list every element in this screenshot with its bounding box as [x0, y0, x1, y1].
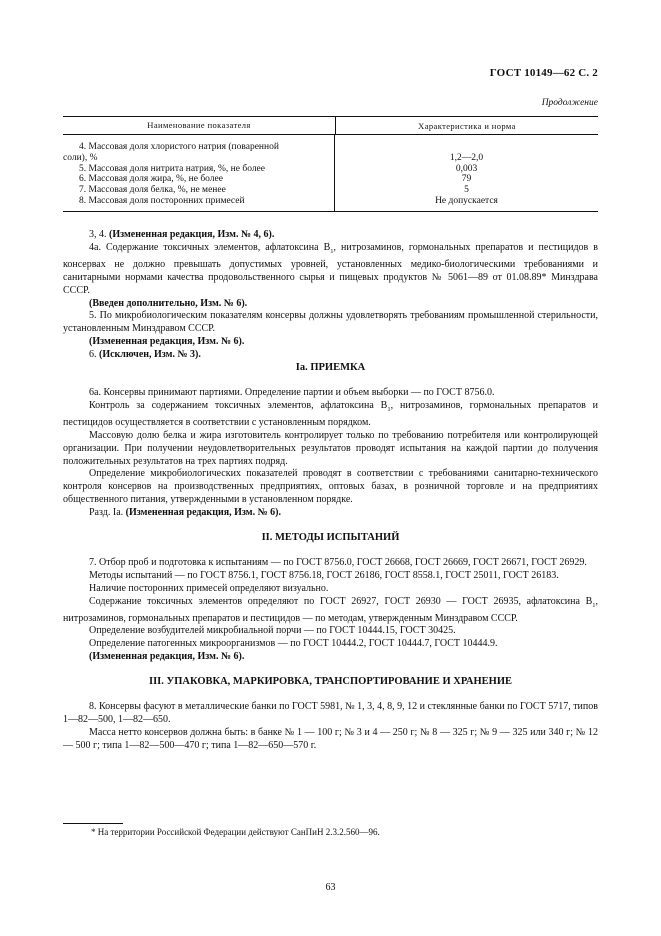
table-row-name-cont: соли), % [63, 152, 98, 163]
table-row-name: 6. Массовая доля жира, %, не более [79, 174, 223, 185]
indicator-column [63, 135, 335, 211]
section-title-acceptance: Iа. ПРИЕМКА [295, 362, 366, 374]
table-row-value: Не допускается [435, 195, 498, 206]
paragraph: Определение микробиологических показателей проводят в соответствии с требованиями санитарно-технического контроля консервов на производственных предприятиях, оптовых базах, в розничной торговле и на предприятиях общественного питания, утвержденными в установленном порядке. [63, 468, 598, 506]
table-row-value: 5 [464, 185, 469, 196]
paragraph: 5. По микробиологическим показателям консервы должны удовлетворять требованиям промышленной стерильности, установленным Минздравом СССР. [63, 310, 598, 335]
amendment-note: (Измененная редакция, Изм. № 6). [89, 651, 245, 663]
table-row-name: 5. Массовая доля нитрита натрия, %, не более [79, 163, 265, 174]
norm-column [335, 135, 598, 211]
table-row-value: 0,003 [455, 163, 478, 174]
footnote: * На территории Российской Федерации действуют СанПиН 2.3.2.560—96. [91, 827, 380, 837]
paragraph: Массовую долю белка и жира изготовитель контролирует только по требованию потребителя или контролирующей организации. При получении неудовлетворительных результатов проводят испытания на каждой партии до получения положительных результатов на трех партиях подряд. [63, 429, 598, 467]
section-title-test-methods: II. МЕТОДЫ ИСПЫТАНИЙ [261, 532, 400, 544]
table-row-name: 7. Массовая доля белка, %, не менее [79, 185, 226, 196]
section-title-packaging: III. УПАКОВКА, МАРКИРОВКА, ТРАНСПОРТИРОВАНИЕ И ХРАНЕНИЕ [149, 676, 512, 688]
column-header-indicator: Наименование показателя [63, 117, 336, 134]
column-header-norm: Характеристика и норма [418, 120, 516, 131]
paragraph: Содержание токсичных элементов определяют по ГОСТ 26927, ГОСТ 26930 — ГОСТ 26935, афлатоксина $B_1$, нитрозаминов, гормональных препаратов и пестицидов — по методам, утвержденным Минздравом СССР. [63, 595, 598, 624]
page-number: 63 [325, 882, 336, 893]
document-body [63, 229, 598, 753]
paragraph: 6а. Консервы принимают партиями. Определение партии и объем выборки — по ГОСТ 8756.0. [89, 386, 495, 398]
table-row-name: 8. Массовая доля посторонних примесей [79, 195, 245, 206]
paragraph: 4а. Содержание токсичных элементов, афлатоксина $B_1$, нитрозаминов, гормональных препаратов и пестицидов в консервах не должно превышать допустимых уровней, установленных медико-биологическими требованиями и санитарными нормами качества продовольственного сырья и пищевых продуктов № 5061—89 от 01.08.89* Минздрава СССР. [63, 241, 598, 296]
continuation-label: Продолжение [541, 98, 598, 108]
table-header [63, 116, 598, 135]
paragraph: 7. Отбор проб и подготовка к испытаниям — по ГОСТ 8756.0, ГОСТ 26668, ГОСТ 26669, ГОСТ 26671, ГОСТ 26929. [89, 556, 587, 568]
table-body [63, 135, 598, 212]
table-row-name: 4. Массовая доля хлористого натрия (поваренной [79, 142, 279, 152]
paragraph: Определение возбудителей микробиальной порчи — по ГОСТ 10444.15, ГОСТ 30425. [89, 625, 456, 637]
paragraph: Разд. Iа. (Измененная редакция, Изм. № 6). [89, 507, 281, 519]
table-row-value: 1,2—2,0 [449, 152, 484, 163]
indicators-table [63, 116, 598, 212]
document-header: ГОСТ 10149—62 С. 2 [489, 67, 598, 79]
footnote-divider [63, 823, 123, 824]
amendment-note: (Введен дополнительно, Изм. № 6). [89, 297, 248, 309]
paragraph: 3, 4. (Измененная редакция, Изм. № 4, 6). [89, 229, 275, 240]
paragraph: 6. (Исключен, Изм. № 3). [89, 349, 201, 361]
paragraph: Масса нетто консервов должна быть: в банке № 1 — 100 г; № 3 и 4 — 250 г; № 8 — 325 г; № 9 — 325 или 340 г; № 12 — 500 г; типа 1—82—500—470 г; типа 1—82—650—570 г. [63, 726, 598, 751]
paragraph: Контроль за содержанием токсичных элементов, афлатоксина $B_1$, нитрозаминов, гормональных препаратов и пестицидов осуществляется в соответствии с установленным порядком. [63, 399, 599, 428]
paragraph: Определение патогенных микроорганизмов — по ГОСТ 10444.2, ГОСТ 10444.7, ГОСТ 10444.9. [89, 638, 498, 650]
paragraph: 8. Консервы фасуют в металлические банки по ГОСТ 5981, № 1, 3, 4, 8, 9, 12 и стеклянные банки по ГОСТ 5717, типов 1—82—500, 1—82—650. [63, 701, 598, 725]
amendment-note: (Измененная редакция, Изм. № 6). [89, 336, 245, 348]
paragraph: Наличие посторонних примесей определяют визуально. [89, 582, 329, 594]
table-row-value: 79 [461, 174, 472, 185]
paragraph: Методы испытаний — по ГОСТ 8756.1, ГОСТ 8756.18, ГОСТ 26186, ГОСТ 8558.1, ГОСТ 25011, ГОСТ 26183. [89, 569, 559, 581]
